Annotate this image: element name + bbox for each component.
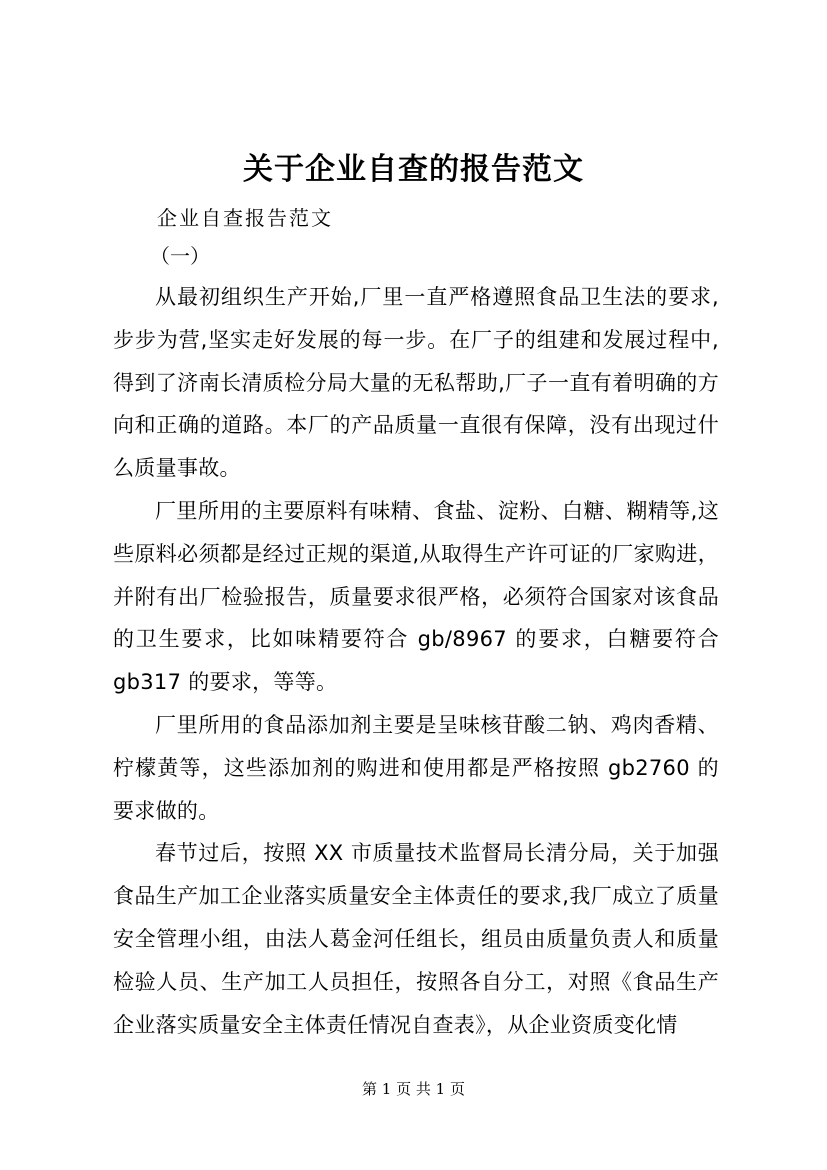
document-subtitle: 企业自查报告范文	[157, 206, 333, 230]
paragraph-2: 厂里所用的主要原料有味精、食盐、淀粉、白糖、糊精等,这些原料必须都是经过正规的渠道,从取得生产许可证的厂家购进，并附有出厂检验报告，质量要求很严格，必须符合国家对该食品的卫生要求，比如味精要符合 gb/8967 的要求，白糖要符合 gb317 的要求，等等。	[113, 498, 719, 695]
paragraph-4: 春节过后，按照 XX 市质量技术监督局长清分局，关于加强食品生产加工企业落实质量安全主体责任的要求,我厂成立了质量安全管理小组，由法人葛金河任组长，组员由质量负责人和质量检验人员、生产加工人员担任，按照各自分工，对照《食品生产企业落实质量安全主体责任情况自查表》，从企业资质变化情	[113, 841, 719, 1037]
section-marker: （一）	[150, 244, 210, 268]
paragraph-3: 厂里所用的食品添加剂主要是呈味核苷酸二钠、鸡肉香精、柠檬黄等，这些添加剂的购进和使用都是严格按照 gb2760 的要求做的。	[113, 712, 719, 823]
paragraph-1: 从最初组织生产开始,厂里一直严格遵照食品卫生法的要求,步步为营,坚实走好发展的每一步。在厂子的组建和发展过程中,得到了济南长清质检分局大量的无私帮助,厂子一直有着明确的方向和正确的道路。本厂的产品质量一直很有保障，没有出现过什么质量事故。	[113, 285, 719, 481]
document-body	[113, 276, 719, 1046]
page-footer: 第 1 页 共 1 页	[362, 1080, 465, 1098]
document-title: 关于企业自查的报告范文	[243, 152, 584, 187]
